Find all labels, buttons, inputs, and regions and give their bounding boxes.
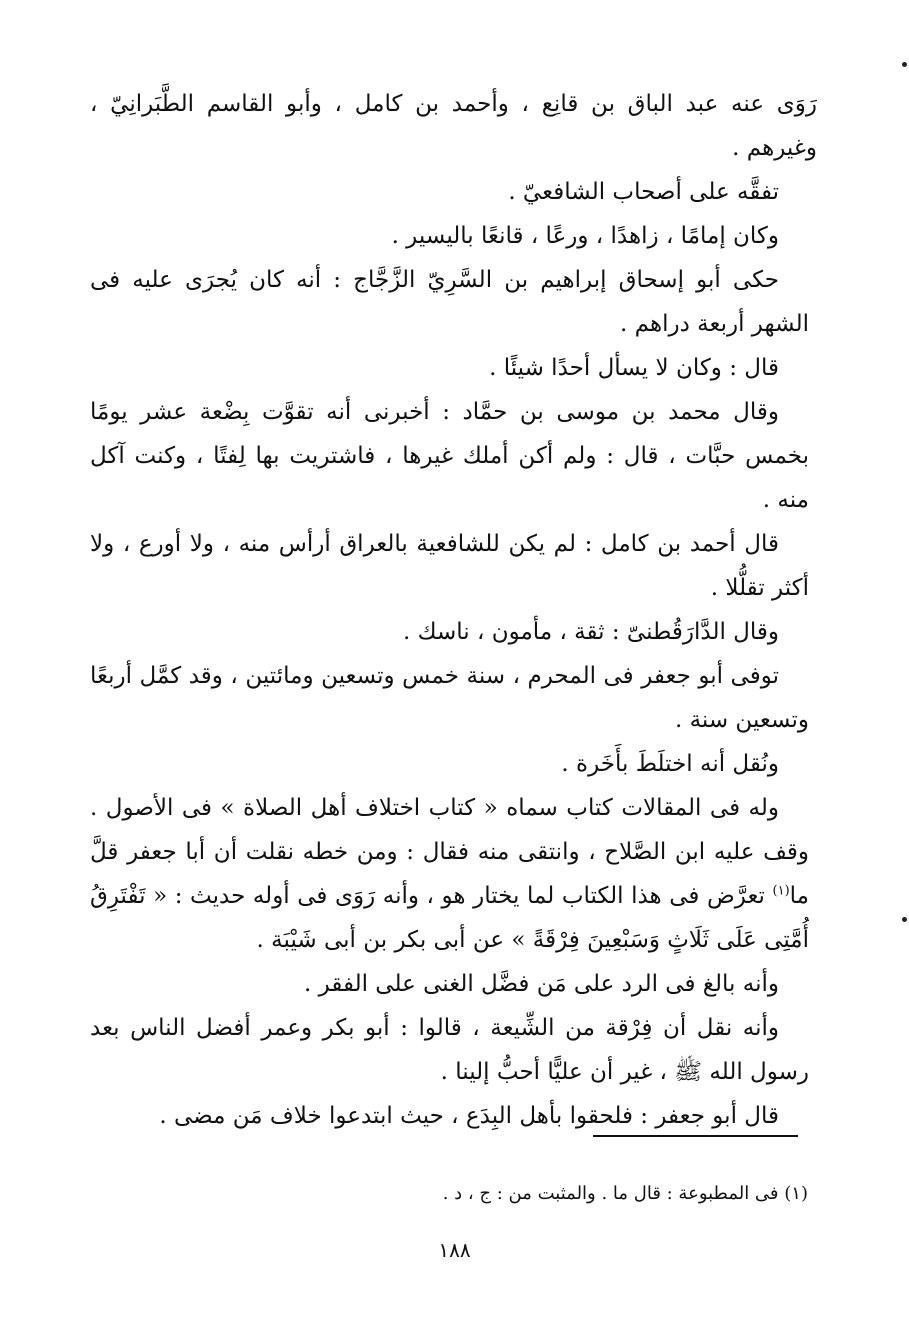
paragraph-11 bbox=[90, 786, 809, 962]
paragraph-11-text: وله فى المقالات كتاب سماه « كتاب اختلاف أهل الصلاة » فى الأصول . وقف عليه ابن الصَّلاح ، وانتقى منه فقال : ومن خطه نقلت أن أبا جعفر قلَّ ما bbox=[90, 795, 809, 909]
paragraph-8: وقال الدَّارَقُطنىّ : ثقة ، مأمون ، ناسك . bbox=[402, 619, 779, 645]
paragraph-12: وأنه بالغ فى الرد على مَن فضَّل الغنى على الفقر . bbox=[304, 971, 779, 997]
paragraph-9: توفى أبو جعفر فى المحرم ، سنة خمس وتسعين ومائتين ، وقد كمَّل أربعًا وتسعين سنة . bbox=[90, 663, 809, 733]
paragraph-14: قال أبو جعفر : فلحقوا بأهل البِدَع ، حيث ابتدعوا خلاف مَن مضى . bbox=[159, 1103, 779, 1129]
page-number: ١٨٨ bbox=[438, 1238, 471, 1262]
scan-edge-mark-middle bbox=[902, 917, 907, 922]
paragraph-2: تفقَّه على أصحاب الشافعيّ . bbox=[508, 179, 779, 205]
footnote: (١) فى المطبوعة : قال ما . والمثبت من : ج ، د . bbox=[442, 1183, 808, 1204]
main-text bbox=[90, 82, 817, 1138]
paragraph-3: وكان إمامًا ، زاهدًا ، ورعًا ، قانعًا باليسير . bbox=[391, 223, 779, 249]
paragraph-7: قال أحمد بن كامل : لم يكن للشافعية بالعراق أرأس منه ، ولا أورع ، ولا أكثر تقلُّلا . bbox=[90, 531, 809, 601]
paragraph-1: رَوَى عنه عبد الباق بن قانِع ، وأحمد بن كامل ، وأبو القاسم الطَّبَرانِيّ ، وغيرهم . bbox=[90, 91, 817, 161]
paragraph-6: وقال محمد بن موسى بن حمَّاد : أخبرنى أنه تقوَّت بِضْعة عشر يومًا بخمس حبَّات ، قال : ولم أكن أملك غيرها ، فاشتريت بها لِفتًا ، وكنت آكل منه . bbox=[90, 399, 809, 513]
paragraph-13: وأنه نقل أن فِرْقة من الشِّيعة ، قالوا : أبو بكر وعمر أفضل الناس بعد رسول الله ﷺ ، غير أن عليًّا أحبُّ إلينا . bbox=[90, 1015, 809, 1085]
paragraph-5: قال : وكان لا يسأل أحدًا شيئًا . bbox=[489, 355, 779, 381]
paragraph-11-continuation: تعرَّض فى هذا الكتاب لما يختار هو ، وأنه رَوَى فى أوله حديث : « تَفْتَرِقُ أُمَّتِى عَلَى ثَلَاثٍ وَسَبْعِينَ فِرْقَةً » عن أبى بكر بن أبى شَيْبَة . bbox=[90, 883, 809, 953]
scan-edge-mark-top bbox=[902, 62, 907, 67]
footnote-reference: (١) bbox=[772, 883, 790, 899]
paragraph-4: حكى أبو إسحاق إبراهيم بن السَّرِيّ الزَّجَّاج : أنه كان يُجرَى عليه فى الشهر أربعة دراهم . bbox=[90, 267, 809, 337]
footnote-separator bbox=[593, 1135, 798, 1137]
paragraph-10: ونُقل أنه اختلَطَ بأَخَرة . bbox=[561, 751, 779, 777]
